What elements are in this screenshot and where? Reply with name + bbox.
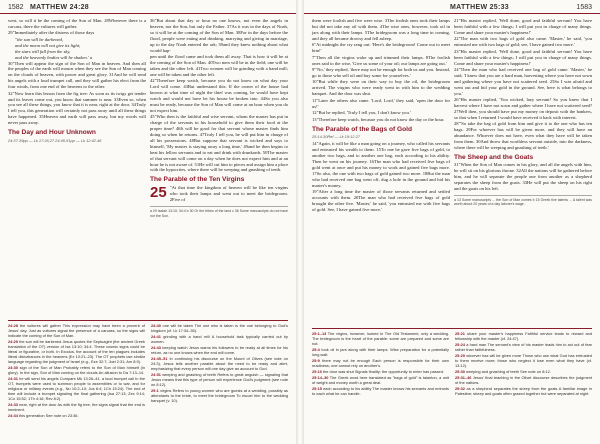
running-head-reference: MATTHEW 25:33 <box>450 4 509 11</box>
note-text: The Greek word here translated as "bags of gold" is talanton, a unit of weight and money worth a great deal. <box>312 375 449 385</box>
study-notes-column <box>455 331 592 397</box>
scripture-paragraph: 31"When the Son of Man comes in his glory, and all the angels with him, he will sit on his glorious throne. 32All the nations will be gathered before him, and he will separate the people one from another as a shepherd separates the sheep from the goats. 33He will put the sheep on his right and the goats on his left. <box>454 162 592 192</box>
section-heading: The Day and Hour Unknown <box>8 129 96 137</box>
parallel-passage-reference: 25:14-30Ref — Lk 19:12-27 <box>312 134 361 140</box>
note-reference: 25:21 <box>455 331 465 336</box>
study-notes <box>8 320 288 419</box>
scripture-paragraph: 29"Immediately after the distress of those days <box>8 30 95 36</box>
cross-reference-footnotes: a 13 Some manuscripts ... the Son of Man comes b 15 Greek five talents ... A talent was worth about 20 years of a day laborer's wage. <box>454 195 592 207</box>
note-reference: 24:51 <box>151 372 161 377</box>
study-note <box>151 388 288 403</box>
text-column-1 <box>312 18 450 214</box>
study-note <box>312 369 449 374</box>
scripture-paragraph: 19"After a long time the master of those servants returned and settled accounts with them. 20The man who had received five bags of gold brought the other five. 'Master,' he said, 'you entrusted me with five bags of gold. See, I have gained five more.' <box>312 189 450 213</box>
scripture-paragraph: 42"Therefore keep watch, because you do not know on what day your Lord will come. 43But understand this: If the owner of the house had known at what time of night the thief was coming, he would have kept watch and would not have let his house be broken into. 44So you also must be ready, because the Son of Man will come at an hour when you do not expect him. <box>150 78 288 113</box>
scripture-paragraph: 10"But while they were on their way to buy the oil, the bridegroom arrived. The virgins who were ready went in with him to the wedding banquet. And the door was shut. <box>312 79 450 97</box>
study-note <box>312 331 449 346</box>
scripture-paragraph: 36"But about that day or hour no one knows, not even the angels in heaven, nor the Son, but only the Father. 37As it was in the days of Noah, so it will be at the coming of the Son of Man. 38For in the days before the flood, people were eating and drinking, marrying and giving in marriage, up to the day Noah entered the ark; 39and they knew nothing about what would hap- <box>150 18 288 53</box>
study-note <box>151 345 288 355</box>
study-note <box>151 334 288 344</box>
scripture-paragraph: 11"Later the others also came. 'Lord, Lord,' they said, 'open the door for us!' <box>312 97 450 109</box>
left-page <box>0 0 296 444</box>
chapter-number: 25 <box>150 184 167 202</box>
poetry-line: the stars will fall from the sky, <box>15 48 71 54</box>
scripture-paragraph: "At that time the kingdom of heaven will be like ten virgins who took their lamps and went out to meet the bridegroom. 2Five of <box>169 185 288 203</box>
study-note <box>455 386 592 396</box>
note-reference: 25:31–46 <box>455 375 472 380</box>
study-note <box>151 372 288 387</box>
study-note <box>8 402 145 412</box>
note-text: near, right at the door As with the fig tree, the signs signal that the end is imminent. <box>8 402 145 412</box>
scripture-paragraph: 6"At midnight the cry rang out: 'Here's the bridegroom! Come out to meet him!' <box>312 42 450 54</box>
study-note <box>455 342 592 352</box>
scripture-paragraph: 12"But he replied, 'Truly I tell you, I don't know you.' <box>312 110 411 116</box>
note-reference: 24:31 <box>8 376 18 381</box>
study-note <box>455 369 592 374</box>
note-text: the vultures will gather This expression may have been a proverb of Jesus' day. Just as vultures signal the presence of a carcass, so the signs will indicate the coming of the Son of Man. <box>8 323 145 338</box>
note-text: the sun will be darkened Jesus quotes the Septuagint (the ancient Greek translation of the OT) version of Isa 13:10; 34:4. These cosmic signs could be literal or figurative, or both. In Exodus, the account of the ten plagues includes literal disturbances in the heavens (Ex 10:21–23). The OT prophets use similar language regarding the judgment of Israel (e.g., Eze 32:7; Joel 2:31; Am 8:9). <box>8 339 145 364</box>
right-page <box>304 0 600 444</box>
study-note <box>312 358 449 368</box>
note-text: he will send his angels Compare Mk 13:26–41. a loud trumpet call In the OT, trumpets were used to summon people to assemblies or to war, and for religious or military events (e.g., Nu 10:2–10; Jos 6:4; 1Ch 15:24). The end of time will include a trumpet signaling the final gathering (Isa 27:13; Zec 9:14; 1Co 15:52; 1Th 4:16; Rev 8:2). <box>8 376 145 401</box>
study-note <box>8 365 145 375</box>
section-heading: The Sheep and the Goats <box>454 153 534 161</box>
note-reference: 25:1–13 <box>312 331 327 336</box>
scripture-paragraph: 24"Then the man who had received one bag of gold came. 'Master,' he said, 'I knew that you are a hard man, harvesting where you have not sown and gathering where you have not scattered seed. 25So I was afraid and went out and hid your gold in the ground. See, here is what belongs to you.' <box>454 67 592 96</box>
note-reference: 25:15 <box>312 386 322 391</box>
note-text: Jesus' final teaching in the Olivet discourse describes the judgment of the nations. <box>455 375 592 385</box>
page-number: 1583 <box>576 4 592 11</box>
note-reference: 24:30 <box>8 365 18 370</box>
note-text: virgins Refers to young women who are guests at a wedding, possibly as attendants to the bride, to meet the bridegroom To escort him to the wedding banquet (v. 10). <box>151 388 288 403</box>
study-note <box>312 347 449 357</box>
scripture-paragraph: 14"Again, it will be like a man going on a journey, who called his servants and entrusted his wealth to them. 15To one he gave five bags of gold, to another two bags, and to another one bag, each according to his ability. Then he went on his journey. 16The man who had received five bags of gold went at once and put his money to work and gained five bags more. 17So also, the one with two bags of gold gained two more. 18But the man who had received one bag went off, dug a hole in the ground and hid his master's money. <box>312 141 450 188</box>
scripture-paragraph: 22"The man with two bags of gold also came. 'Master,' he said, 'you entrusted me with two bags of gold; see, I have gained two more.' <box>454 36 592 48</box>
study-note <box>8 339 145 364</box>
section-heading: The Parable of the Ten Virgins <box>150 176 245 184</box>
scripture-paragraph: 23"His master replied, 'Well done, good and faithful servant! You have been faithful with a few things; I will put you in charge of many things. Come and share your master's happiness!' <box>454 48 592 66</box>
note-reference: 24:34 <box>8 413 18 418</box>
note-reference: 25:30 <box>455 369 465 374</box>
note-text: In continuing his discourse on the Mount of Olives (see note on 24:3), Jesus tells another parable about the need to be ready and alert, emphasizing that every person will one day give an account to God. <box>151 356 288 371</box>
scripture-paragraph: 13"Therefore keep watch, because you do not know the day or the hour. <box>312 116 445 122</box>
parallel-passage-reference: 24:37-39pp — Lk 17:26,27 24:45-51pp — Lk 12:42-46 <box>8 137 102 143</box>
note-reference: 24:41 <box>151 334 161 339</box>
note-text: there may not be enough Each person is responsible for their own readiness; one cannot rely on another's. <box>312 358 449 368</box>
note-reference: 25:24 <box>455 342 465 347</box>
note-reference: 25:10 <box>312 369 322 374</box>
study-note <box>151 323 288 333</box>
scripture-paragraph: 9"'No,' they replied, 'there may not be enough for both us and you. Instead, go to those who sell oil and buy some for yourselves.' <box>312 67 450 78</box>
scripture-paragraph: 28"'So take the bag of gold from him and give it to the one who has ten bags. 29For whoever has will be given more, and they will have an abundance. Whoever does not have, even what they have will be taken from them. 30And throw that worthless servant outside, into the darkness, where there will be weeping and gnashing of teeth.' <box>454 121 592 150</box>
note-reference: 24:29 <box>8 339 18 344</box>
scripture-paragraph: 45"Who then is the faithful and wise servant, whom the master has put in charge of the servants in his household to give them their food at the proper time? 46It will be good for that servant whose master finds him doing so when he returns. 47Truly I tell you, he will put him in charge of all his possessions. 48But suppose that servant is wicked and says to himself, 'My master is staying away a long time,' 49and he then begins to beat his fellow servants and to eat and drink with drunkards. 50The master of that servant will come on a day when he does not expect him and at an hour he is not aware of. 51He will cut him to pieces and assign him a place with the hypocrites, where there will be weeping and gnashing of teeth. <box>150 114 288 173</box>
study-note <box>312 375 449 385</box>
poetry-line: and the moon will not give its light; <box>15 42 81 48</box>
poetry-line: and the heavenly bodies will be shaken.' a <box>15 54 93 60</box>
note-text: share your master's happiness Faithful service leads to reward and fellowship with the master (cf. 24:47). <box>455 331 592 341</box>
note-text: weeping and gnashing of teeth See note on 8:12. <box>466 369 551 374</box>
note-text: The virgins, however, looked In The Old Testament, only a wedding. The bridegroom is the heart of the parable: some are prepared and some are not. <box>312 331 450 346</box>
study-note <box>8 323 145 338</box>
study-notes-column <box>151 323 288 419</box>
section-heading: The Parable of the Bags of Gold <box>312 125 413 133</box>
note-reference: 25:32 <box>455 386 465 391</box>
study-note <box>455 331 592 341</box>
study-notes-column <box>312 331 449 397</box>
text-column-2 <box>454 18 592 207</box>
study-notes <box>312 328 592 397</box>
scripture-paragraph: them were foolish and five were wise. 3The foolish ones took their lamps but did not take any oil with them. 4The wise ones, however, took oil in jars along with their lamps. 5The bridegroom was a long time in coming, and they all became drowsy and fell asleep. <box>312 18 450 41</box>
note-reference: 24:28 <box>8 323 18 328</box>
study-note <box>312 386 449 396</box>
study-notes-column <box>8 323 145 419</box>
running-header <box>0 4 296 14</box>
note-text: grinding with a hand mill A household task typically carried out by women. <box>151 334 288 344</box>
note-text: weeping and gnashing of teeth Refers to great anguish — signaling that Jesus means that this type of person will experience God's judgment (see note on 8:12). <box>151 372 288 387</box>
note-reference: 24:43 <box>151 345 161 350</box>
note-reference: 25:4 <box>312 347 320 352</box>
study-note <box>8 376 145 401</box>
scripture-paragraph: pen until the flood came and took them all away. That is how it will be at the coming of the Son of Man. 40Two men will be in the field; one will be taken and the other left. 41Two women will be grinding with a hand mill; one will be taken and the other left. <box>150 54 288 77</box>
scripture-paragraph: west, so will it be the coming of the Son of Man. 28Wherever there is a carcass, there the vultures will gather. <box>8 18 146 29</box>
note-text: this generation See note on 23:36. <box>19 413 79 418</box>
page-number: 1582 <box>8 4 24 11</box>
note-text: each according to his ability The master knows his servants and entrusts to each what he can handle. <box>312 386 449 396</box>
poetry-line: "the sun will be darkened, <box>15 36 63 42</box>
note-reference: 25:14–30 <box>312 375 329 380</box>
scripture-paragraph: 7"Then all the virgins woke up and trimmed their lamps. 8The foolish ones said to the wise, 'Give us some of your oil; our lamps are going out.' <box>312 54 450 66</box>
note-reference: 24:45–51 <box>151 356 168 361</box>
note-text: sign of the Son of Man Probably refers to the Son of Man himself (in glory). In the sign, Son of Man coming on the clouds An allusion to Da 7:13–14. <box>8 365 145 375</box>
note-text: one will be taken The one who is taken is the one belonging to God's kingdom (cf. Lk 17:34–35). <box>151 323 288 333</box>
text-column-2 <box>150 18 288 218</box>
note-reference: 25:9 <box>312 358 320 363</box>
study-note <box>455 353 592 368</box>
study-note <box>8 413 145 418</box>
study-note <box>455 375 592 385</box>
book-gutter <box>296 0 304 444</box>
cross-reference-footnotes: a 29 Isaiah 13:10; 34:4 b 30 Or the tribes of the land c 36 Some manuscripts do not have nor the Son. <box>150 206 288 218</box>
scripture-paragraph: 21"His master replied, 'Well done, good and faithful servant! You have been faithful with a few things; I will put you in charge of many things. Come and share your master's happiness!' <box>454 18 592 35</box>
poetry-block <box>8 37 146 61</box>
note-reference: 25:29 <box>455 353 465 358</box>
study-note <box>151 356 288 371</box>
note-text: as a shepherd separates the sheep from the goats A familiar image in Palestine; sheep and goats often grazed together but were separated at night. <box>455 386 592 396</box>
note-text: whoever has will be given more Those who use what God has entrusted to them receive more; those who neglect it lose even what they have (cf. 13:12). <box>455 353 592 368</box>
note-reference: 24:33 <box>8 402 18 407</box>
running-head-reference: MATTHEW 24:28 <box>30 4 89 11</box>
note-reference: 24:40 <box>151 323 161 328</box>
chapter-opening <box>150 185 288 203</box>
scripture-paragraph: 26"His master replied, 'You wicked, lazy servant! So you knew that I harvest where I have not sown and gather where I have not scattered seed? 27Well then, you should have put my money on deposit with the bankers, so that when I returned I would have received it back with interest. <box>454 97 592 120</box>
note-text: took oil in jars along with their lamps. Wise preparation for a potentially long wait. <box>312 347 449 357</box>
note-text: keeping watch Jesus warns his followers to be ready at all times for his return, as no one knows when the end will come. <box>151 345 288 355</box>
note-text: a hard man The servant's view of his master leads him to act out of fear rather than faithfulness. <box>455 342 592 352</box>
note-text: the door was shut Signals finality; the opportunity to enter has passed. <box>323 369 444 374</box>
text-column-1 <box>8 18 146 145</box>
scripture-paragraph: 30"Then will appear the sign of the Son of Man in heaven. And then all the peoples of the earth will mourn when they see the Son of Man coming on the clouds of heaven, with power and great glory. 31And he will send his angels with a loud trumpet call, and they will gather his elect from the four winds, from one end of the heavens to the other. <box>8 60 146 90</box>
scripture-paragraph: 32"Now learn this lesson from the fig tree: As soon as its twigs get tender and its leaves come out, you know that summer is near. 33Even so, when you see all these things, you know that it is near, right at the door. 34Truly I tell you, this generation will certainly not pass away until all these things have happened. 35Heaven and earth will pass away, but my words will never pass away. <box>8 90 146 126</box>
note-reference: 25:1 <box>151 388 159 393</box>
running-header <box>304 4 600 14</box>
